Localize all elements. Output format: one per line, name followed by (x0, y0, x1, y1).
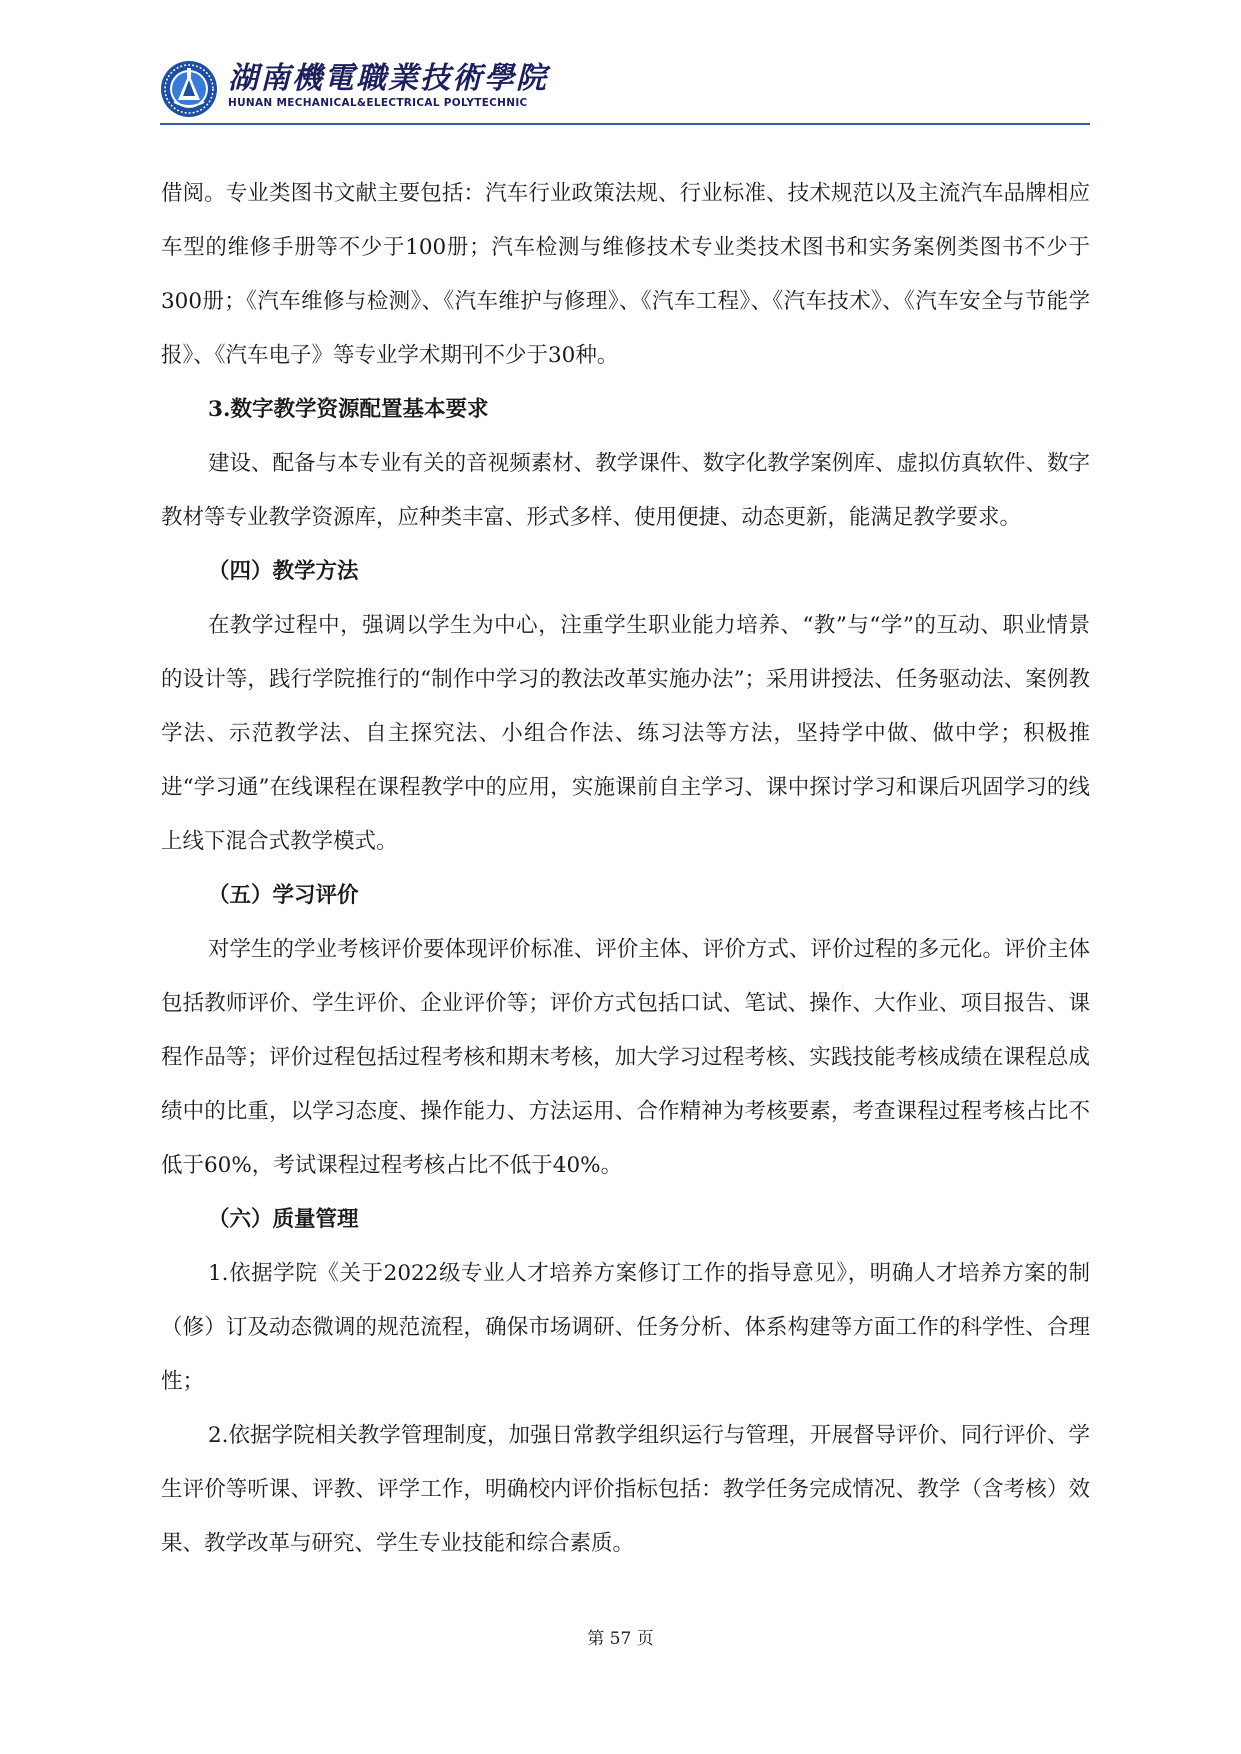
paragraph-quality-item-1: 1.依据学院《关于2022级专业人才培养方案修订工作的指导意见》，明确人才培养方案的制（修）订及动态微调的规范流程，确保市场调研、任务分析、体系构建等方面工作的科学性、合理性； (161, 1261, 1090, 1394)
header-divider (160, 123, 1090, 125)
heading-learning-evaluation: （五）学习评价 (208, 883, 359, 908)
paragraph-learning-evaluation: 对学生的学业考核评价要体现评价标准、评价主体、评价方式、评价过程的多元化。评价主体包括教师评价、学生评价、企业评价等；评价方式包括口试、笔试、操作、大作业、项目报告、课程作品等；评价过程包括过程考核和期末考核，加大学习过程考核、实践技能考核成绩在课程总成绩中的比重，以学习态度、操作能力、方法运用、合作精神为考核要素，考查课程过程考核占比不低于60%，考试课程过程考核占比不低于40%。 (161, 937, 1090, 1178)
page-header (160, 54, 1090, 124)
heading-quality-management: （六）质量管理 (208, 1207, 359, 1232)
paragraph-quality-item-2: 2.依据学院相关教学管理制度，加强日常教学组织运行与管理，开展督导评价、同行评价、学生评价等听课、评教、评学工作，明确校内评价指标包括：教学任务完成情况、教学（含考核）效果、教学改革与研究、学生专业技能和综合素质。 (161, 1423, 1090, 1556)
paragraph-digital-resources: 建设、配备与本专业有关的音视频素材、教学课件、数字化教学案例库、虚拟仿真软件、数字教材等专业教学资源库，应种类丰富、形式多样、使用便捷、动态更新，能满足教学要求。 (161, 451, 1090, 530)
school-brand (228, 62, 548, 110)
school-name-cn: 湖南機電職業技術學院 (228, 61, 548, 96)
heading-digital-resources: 3.数字教学资源配置基本要求 (208, 397, 489, 422)
school-logo-icon (160, 60, 218, 118)
paragraph-teaching-methods: 在教学过程中，强调以学生为中心，注重学生职业能力培养、“教”与“学”的互动、职业情景的设计等，践行学院推行的“制作中学习的教法改革实施办法”；采用讲授法、任务驱动法、案例教学法、示范教学法、自主探究法、小组合作法、练习法等方法，坚持学中做、做中学；积极推进“学习通”在线课程在课程教学中的应用，实施课前自主学习、课中探讨学习和课后巩固学习的线上线下混合式教学模式。 (161, 613, 1090, 854)
paragraph-library-resources: 借阅。专业类图书文献主要包括：汽车行业政策法规、行业标准、技术规范以及主流汽车品牌相应车型的维修手册等不少于100册；汽车检测与维修技术专业类技术图书和实务案例类图书不少于300册；《汽车维修与检测》、《汽车维护与修理》、《汽车工程》、《汽车技术》、《汽车安全与节能学报》、《汽车电子》等专业学术期刊不少于30种。 (161, 181, 1090, 368)
school-name-en: HUNAN MECHANICAL&ELECTRICAL POLYTECHNIC (228, 97, 528, 109)
page-number: 第 57 页 (587, 1629, 654, 1649)
document-body (161, 167, 1090, 1571)
heading-teaching-methods: （四）教学方法 (208, 559, 359, 584)
